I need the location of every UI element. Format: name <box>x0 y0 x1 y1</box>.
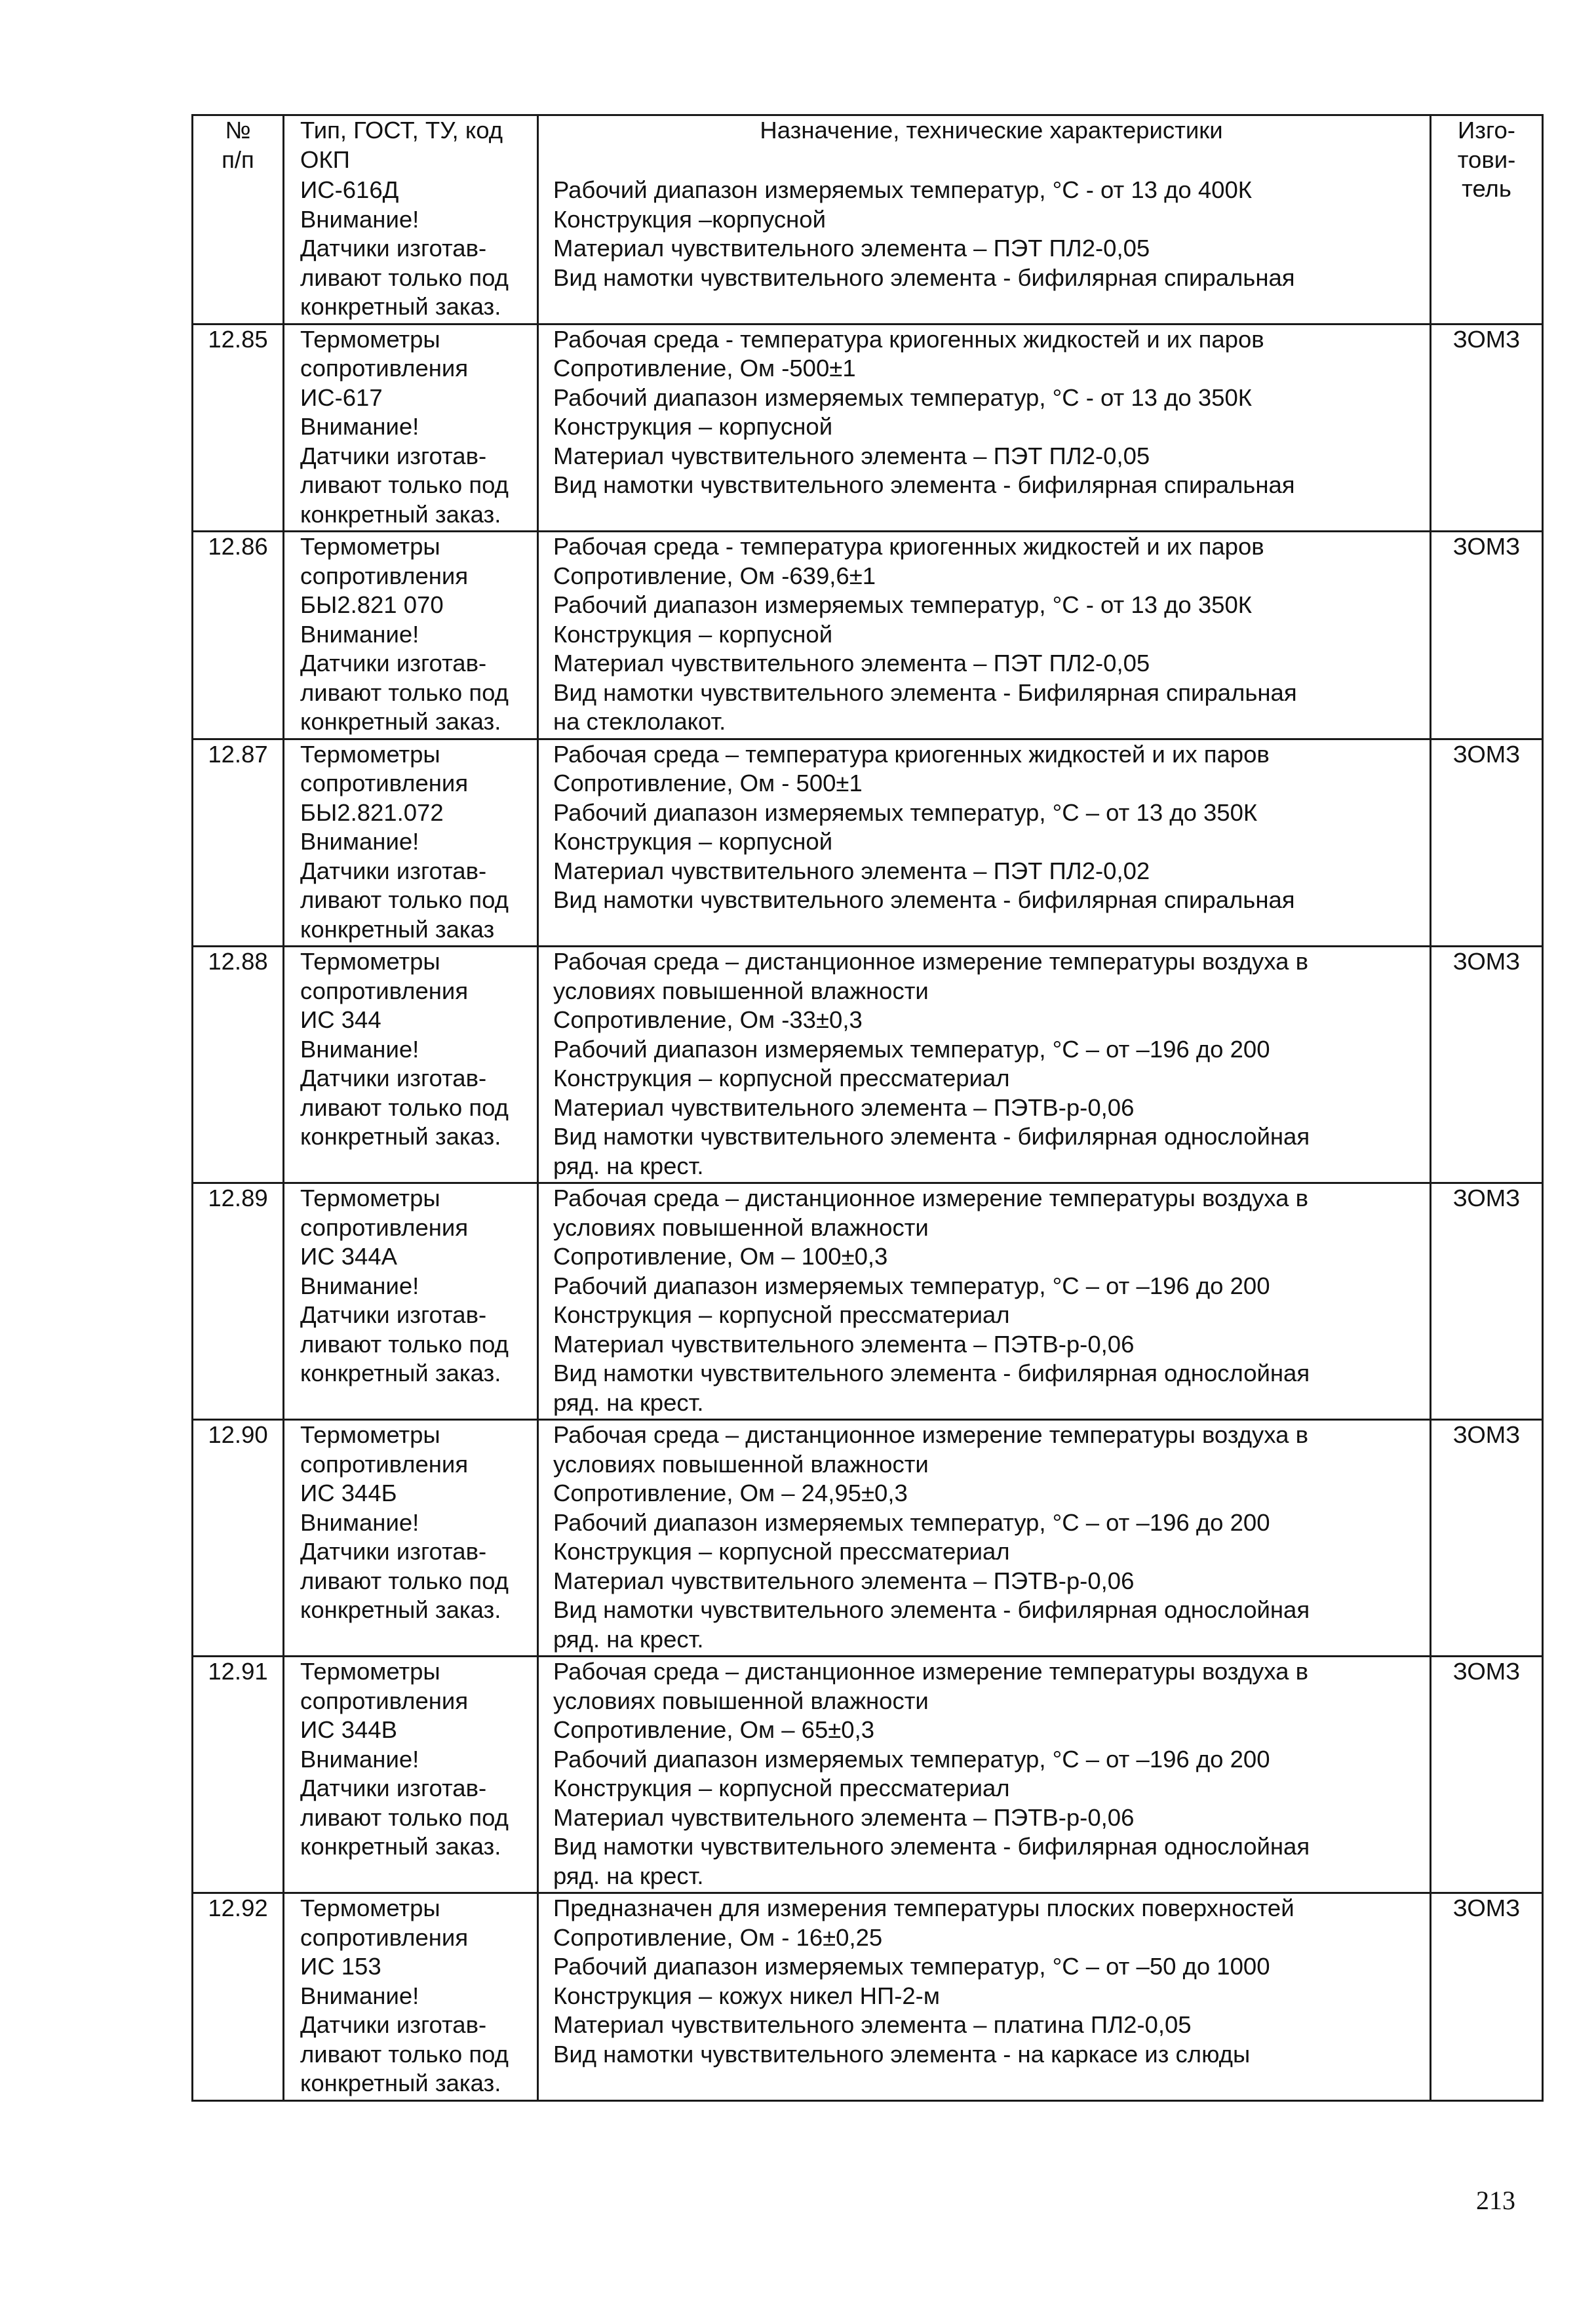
continuation-type-cell <box>284 176 538 324</box>
type-line: Термометры <box>300 948 440 975</box>
desc-line: условиях повышенной влажности <box>553 977 929 1004</box>
desc-line: Материал чувствительного элемента – ПЭТ ПЛ2-0,05 <box>553 650 1150 677</box>
continuation-desc-cell <box>538 176 1431 324</box>
type-line: ИС 344А <box>300 1243 397 1270</box>
type-line: ИС 153 <box>300 1953 381 1980</box>
desc-line: Рабочий диапазон измеряемых температур, °С – от –196 до 200 <box>553 1035 1270 1063</box>
type-line: БЫ2.821 070 <box>300 591 444 618</box>
desc-line: Конструкция – корпусной прессматериал <box>553 1301 1010 1328</box>
desc-line: Вид намотки чувствительного элемента - бифилярная однослойная <box>553 1833 1310 1860</box>
type-cell <box>284 1893 538 2101</box>
type-line: ливают только под <box>300 886 509 913</box>
type-line: Датчики изготав- <box>300 2011 487 2038</box>
row-number-cell <box>193 1420 284 1657</box>
desc-line: условиях повышенной влажности <box>553 1213 929 1241</box>
manufacturer: ЗОМЗ <box>1452 533 1521 560</box>
row-number-cell <box>193 1657 284 1893</box>
type-line: Термометры <box>300 740 440 768</box>
row-number: 12.86 <box>208 533 268 560</box>
manufacturer-cell <box>1431 739 1543 947</box>
type-line: ИС-616Д <box>300 176 399 203</box>
type-line: Внимание! <box>300 1508 419 1536</box>
manufacturer-cell <box>1431 1183 1543 1420</box>
type-cell <box>284 1183 538 1420</box>
desc-line: Конструкция – корпусной <box>553 828 833 855</box>
manufacturer-cell <box>1431 1657 1543 1893</box>
desc-line: Рабочий диапазон измеряемых температур, °С – от –196 до 200 <box>553 1745 1270 1773</box>
header-mfr-line: Изго- <box>1458 117 1515 144</box>
desc-line: Вид намотки чувствительного элемента - бифилярная однослойная <box>553 1360 1310 1386</box>
row-number-cell <box>193 947 284 1183</box>
type-line: ливают только под <box>300 264 509 291</box>
desc-line: Вид намотки чувствительного элемента - бифилярная спиральная <box>553 471 1295 498</box>
desc-line: Рабочая среда – дистанционное измерение температуры воздуха в <box>553 1185 1308 1211</box>
desc-line: Рабочий диапазон измеряемых температур, °С – от 13 до 350К <box>553 798 1258 826</box>
desc-cell <box>538 1183 1431 1420</box>
desc-line: Сопротивление, Ом – 24,95±0,3 <box>553 1480 908 1506</box>
type-line: ливают только под <box>300 2040 509 2068</box>
manufacturer: ЗОМЗ <box>1452 740 1521 768</box>
type-line: Термометры <box>300 1185 440 1211</box>
type-line: Внимание! <box>300 620 419 648</box>
type-line: Внимание! <box>300 828 419 855</box>
type-line: Внимание! <box>300 1272 419 1299</box>
page-number: 213 <box>1476 2186 1515 2215</box>
type-cell <box>284 532 538 739</box>
desc-line: Рабочая среда – дистанционное измерение температуры воздуха в <box>553 1421 1308 1448</box>
header-desc-label: Назначение, технические характеристики <box>760 117 1223 144</box>
desc-line: Рабочая среда - температура криогенных жидкостей и их паров <box>553 325 1264 353</box>
table-row <box>193 1183 1543 1420</box>
row-number: 12.87 <box>208 740 268 768</box>
desc-line: Сопротивление, Ом – 65±0,3 <box>553 1716 875 1743</box>
type-line: ливают только под <box>300 471 509 498</box>
header-num-cell <box>193 115 284 324</box>
desc-line: Рабочий диапазон измеряемых температур, °С – от –50 до 1000 <box>553 1953 1270 1980</box>
type-line: сопротивления <box>300 1450 469 1478</box>
row-number-cell <box>193 1183 284 1420</box>
desc-line: Конструкция – корпусной <box>553 413 833 440</box>
type-cell <box>284 324 538 532</box>
desc-line: Конструкция – корпусной прессматериал <box>553 1775 1010 1801</box>
manufacturer: ЗОМЗ <box>1452 1185 1521 1211</box>
desc-line: Рабочий диапазон измеряемых температур, °С - от 13 до 400К <box>553 176 1253 203</box>
type-line: конкретный заказ. <box>300 1833 501 1860</box>
header-mfr-line: тель <box>1462 175 1511 202</box>
header-mfr-line: тови- <box>1457 146 1516 173</box>
desc-line: Конструкция – кожух никел НП-2-м <box>553 1982 940 2009</box>
row-number: 12.90 <box>208 1421 268 1448</box>
header-type-line: ОКП <box>300 146 350 173</box>
header-num-line: п/п <box>222 146 254 173</box>
desc-line: Рабочий диапазон измеряемых температур, °С – от –196 до 200 <box>553 1508 1270 1536</box>
row-number-cell <box>193 324 284 532</box>
type-cell <box>284 739 538 947</box>
type-line: конкретный заказ. <box>300 1123 501 1150</box>
type-line: конкретный заказ. <box>300 500 501 528</box>
row-number-cell <box>193 532 284 739</box>
desc-line: Вид намотки чувствительного элемента - на каркасе из слюды <box>553 2040 1251 2068</box>
type-line: ливают только под <box>300 1567 509 1594</box>
header-type-cell <box>284 115 538 176</box>
desc-cell <box>538 739 1431 947</box>
type-line: Датчики изготав- <box>300 442 487 469</box>
manufacturer: ЗОМЗ <box>1452 1421 1521 1448</box>
header-num-line: № <box>225 117 251 144</box>
table-body <box>193 115 1543 2101</box>
type-line: Термометры <box>300 1658 440 1685</box>
manufacturer-cell <box>1431 532 1543 739</box>
table-row <box>193 532 1543 739</box>
desc-line: ряд. на крест. <box>553 1152 704 1179</box>
type-line: Датчики изготав- <box>300 1538 487 1565</box>
desc-cell <box>538 947 1431 1183</box>
header-mfr-cell <box>1431 115 1543 324</box>
desc-line: Сопротивление, Ом – 100±0,3 <box>553 1243 888 1270</box>
type-line: ливают только под <box>300 1093 509 1121</box>
desc-line: Материал чувствительного элемента – ПЭТВ-р-0,06 <box>553 1803 1135 1831</box>
desc-line: Рабочая среда – температура криогенных жидкостей и их паров <box>553 740 1270 768</box>
type-line: Датчики изготав- <box>300 235 487 262</box>
type-line: Датчики изготав- <box>300 1775 487 1801</box>
desc-line: Сопротивление, Ом -500±1 <box>553 355 856 382</box>
type-line: ИС 344 <box>300 1006 381 1033</box>
desc-line: Вид намотки чувствительного элемента - бифилярная спиральная <box>553 264 1295 291</box>
desc-line: Конструкция – корпусной <box>553 620 833 648</box>
desc-line: Рабочая среда – дистанционное измерение температуры воздуха в <box>553 948 1308 975</box>
desc-line: Конструкция – корпусной прессматериал <box>553 1538 1010 1565</box>
desc-line: Предназначен для измерения температуры плоских поверхностей <box>553 1895 1294 1921</box>
manufacturer: ЗОМЗ <box>1452 948 1521 975</box>
desc-line: Вид намотки чувствительного элемента - Бифилярная спиральная <box>553 678 1297 706</box>
type-cell <box>284 1420 538 1657</box>
desc-line: Рабочий диапазон измеряемых температур, °С – от –196 до 200 <box>553 1272 1270 1299</box>
header-desc-cell <box>538 115 1431 176</box>
type-line: Датчики изготав- <box>300 1301 487 1328</box>
row-number: 12.92 <box>208 1895 268 1921</box>
type-line: Датчики изготав- <box>300 650 487 677</box>
desc-line: ряд. на крест. <box>553 1862 704 1889</box>
table-row <box>193 324 1543 532</box>
desc-cell <box>538 1657 1431 1893</box>
type-line: конкретный заказ. <box>300 2070 501 2096</box>
continuation-row <box>193 176 1543 324</box>
desc-line: Конструкция – корпусной прессматериал <box>553 1065 1010 1091</box>
row-number: 12.85 <box>208 325 268 353</box>
desc-line: Сопротивление, Ом -639,6±1 <box>553 562 876 589</box>
table-row <box>193 947 1543 1183</box>
desc-line: ряд. на крест. <box>553 1625 704 1653</box>
manufacturer: ЗОМЗ <box>1452 1895 1521 1921</box>
type-line: сопротивления <box>300 355 469 382</box>
type-line: сопротивления <box>300 1687 469 1714</box>
table-row <box>193 739 1543 947</box>
desc-line: Рабочий диапазон измеряемых температур, °С - от 13 до 350К <box>553 591 1253 618</box>
desc-cell <box>538 1893 1431 2101</box>
desc-cell <box>538 532 1431 739</box>
type-line: ливают только под <box>300 678 509 706</box>
type-line: конкретный заказ. <box>300 708 501 735</box>
type-line: Термометры <box>300 533 440 560</box>
desc-line: на стеклолакот. <box>553 708 726 735</box>
type-line: ливают только под <box>300 1803 509 1831</box>
row-number-cell <box>193 1893 284 2101</box>
desc-line: ряд. на крест. <box>553 1388 704 1416</box>
type-line: БЫ2.821.072 <box>300 798 444 826</box>
manufacturer-cell <box>1431 947 1543 1183</box>
type-line: ливают только под <box>300 1330 509 1358</box>
desc-line: условиях повышенной влажности <box>553 1687 929 1714</box>
desc-line: Материал чувствительного элемента – ПЭТВ-р-0,06 <box>553 1567 1135 1594</box>
row-number: 12.88 <box>208 948 268 975</box>
type-line: сопротивления <box>300 562 469 589</box>
table-row <box>193 1420 1543 1657</box>
row-number: 12.89 <box>208 1185 268 1211</box>
type-cell <box>284 947 538 1183</box>
desc-line: Материал чувствительного элемента – ПЭТВ-р-0,06 <box>553 1330 1135 1358</box>
type-line: Внимание! <box>300 1745 419 1773</box>
type-line: сопротивления <box>300 1923 469 1951</box>
type-line: сопротивления <box>300 1213 469 1241</box>
desc-line: Материал чувствительного элемента – ПЭТВ-р-0,06 <box>553 1093 1135 1121</box>
desc-line: Сопротивление, Ом -33±0,3 <box>553 1006 863 1033</box>
type-line: ИС-617 <box>300 383 383 411</box>
type-line: Датчики изготав- <box>300 857 487 884</box>
row-number: 12.91 <box>208 1658 268 1685</box>
desc-line: Вид намотки чувствительного элемента - бифилярная спиральная <box>553 886 1295 913</box>
type-line: Термометры <box>300 325 440 353</box>
header-row <box>193 115 1543 176</box>
type-line: конкретный заказ. <box>300 1596 501 1623</box>
table-row <box>193 1657 1543 1893</box>
type-line: Датчики изготав- <box>300 1065 487 1091</box>
type-line: Внимание! <box>300 205 419 233</box>
desc-line: Вид намотки чувствительного элемента - бифилярная однослойная <box>553 1123 1310 1150</box>
desc-line: Конструкция –корпусной <box>553 205 826 233</box>
type-line: Термометры <box>300 1421 440 1448</box>
type-line: Внимание! <box>300 1982 419 2009</box>
type-line: конкретный заказ. <box>300 293 501 320</box>
type-line: сопротивления <box>300 977 469 1004</box>
desc-line: Материал чувствительного элемента – платина ПЛ2-0,05 <box>553 2011 1192 2038</box>
header-type-line: Тип, ГОСТ, ТУ, код <box>300 117 503 144</box>
desc-line: Материал чувствительного элемента – ПЭТ ПЛ2-0,05 <box>553 442 1150 469</box>
type-line: ИС 344Б <box>300 1480 397 1506</box>
desc-line: Рабочая среда – дистанционное измерение температуры воздуха в <box>553 1658 1308 1685</box>
type-line: сопротивления <box>300 770 469 796</box>
desc-line: Сопротивление, Ом - 16±0,25 <box>553 1923 883 1951</box>
desc-line: Сопротивление, Ом - 500±1 <box>553 770 863 796</box>
manufacturer: ЗОМЗ <box>1452 325 1521 353</box>
manufacturer-cell <box>1431 1893 1543 2101</box>
type-line: конкретный заказ <box>300 915 495 943</box>
desc-line: Вид намотки чувствительного элемента - бифилярная однослойная <box>553 1596 1310 1623</box>
manufacturer-cell <box>1431 324 1543 532</box>
desc-line: Рабочая среда - температура криогенных жидкостей и их паров <box>553 533 1264 560</box>
desc-line: Материал чувствительного элемента – ПЭТ ПЛ2-0,05 <box>553 235 1150 262</box>
manufacturer: ЗОМЗ <box>1452 1658 1521 1685</box>
type-line: Внимание! <box>300 413 419 440</box>
type-line: ИС 344В <box>300 1716 397 1743</box>
desc-cell <box>538 324 1431 532</box>
desc-line: Рабочий диапазон измеряемых температур, °С - от 13 до 350К <box>553 383 1253 411</box>
type-line: Термометры <box>300 1895 440 1921</box>
specs-table <box>191 114 1544 2102</box>
desc-cell <box>538 1420 1431 1657</box>
type-line: конкретный заказ. <box>300 1360 501 1386</box>
table-row <box>193 1893 1543 2101</box>
manufacturer-cell <box>1431 1420 1543 1657</box>
desc-line: условиях повышенной влажности <box>553 1450 929 1478</box>
row-number-cell <box>193 739 284 947</box>
type-line: Внимание! <box>300 1035 419 1063</box>
desc-line: Материал чувствительного элемента – ПЭТ ПЛ2-0,02 <box>553 857 1150 884</box>
type-cell <box>284 1657 538 1893</box>
